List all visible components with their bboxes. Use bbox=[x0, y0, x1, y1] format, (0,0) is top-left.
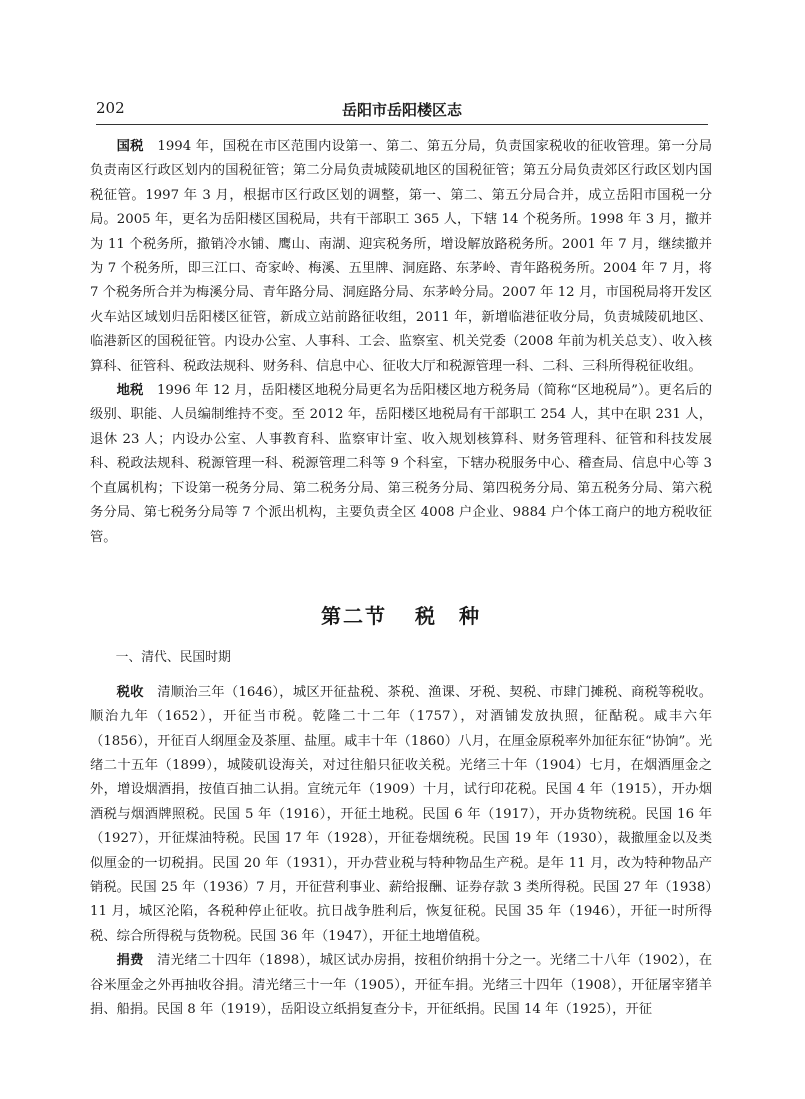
term-guoshui: 国税 bbox=[116, 139, 144, 154]
paragraph-text: 清光绪二十四年（1898），城区试办房捐，按租价纳捐十分之一。光绪二十八年（1902），在谷米厘金之外再抽收谷捐。清光绪三十一年（1905），开征车捐。光绪三十四年（1908），开征屠宰猪羊捐、船捐。民国 8 年（1919），岳阳设立纸捐复查分卡，开征纸捐。民国 14 年（1925），开征 bbox=[90, 953, 713, 1017]
term-shuishou: 税收 bbox=[116, 684, 144, 700]
page-number: 202 bbox=[96, 99, 125, 117]
paragraph-text: 1996 年 12 月，岳阳楼区地税分局更名为岳阳楼区地方税务局（简称“区地税局”）。更名后的级别、职能、人员编制维持不变。至 2012 年，岳阳楼区地税局有干部职工 254 人，其中在职 231 人，退休 23 人；内设办公室、人事教育科、监察审计室、收入规划核算科、财务管理科、征管和科技发展科、税政法规科、税源管理一科、税源管理二科等 9 个科室，下辖办税服务中心、稽查局、信息中心等 3 个直属机构；下设第一税务分局、第二税务分局、第三税务分局、第四税务分局、第五税务分局、第六税务分局、第七税务分局等 7 个派出机构，主要负责全区 4008 户企业、9884 户个体工商户的地方税收征管。 bbox=[90, 383, 713, 545]
paragraph-shuishou bbox=[90, 681, 712, 949]
paragraph-guoshui bbox=[90, 135, 712, 379]
page-header bbox=[96, 99, 708, 123]
term-dishui: 地税 bbox=[116, 383, 144, 399]
paragraph-dishui bbox=[90, 379, 712, 550]
subsection-title: 一、清代、民国时期 bbox=[115, 650, 231, 666]
paragraph-text: 清顺治三年（1646），城区开征盐税、茶税、渔课、牙税、契税、市肆门摊税、商税等税收。顺治九年（1652），开征当市税。乾隆二十二年（1757），对酒铺发放执照，征酤税。咸丰六年（1856），开征百人纲厘金及茶厘、盐厘。咸丰十年（1860）八月，在厘金原税率外加征东征“协饷”。光绪二十五年（1899），城陵矶设海关，对过往船只征收关税。光绪三十年（1904）七月，在烟酒厘金之外，增设烟酒捐，按值百抽二认捐。宣统元年（1909）十月，试行印花税。民国 4 年（1915），开办烟酒税与烟酒牌照税。民国 5 年（1916），开征土地税。民国 6 年（1917），开办货物统税。民国 16 年（1927），开征煤油特税。民国 17 年（1928），开征卷烟统税。民国 19 年（1930），裁撤厘金以及类似厘金的一切税捐。民国 20 年（1931），开办营业税与特种物品生产税。是年 11 月，改为特种物品产销税。民国 25 年（1936）7 月，开征营利事业、薪给报酬、证券存款 3 类所得税。民国 27 年（1938）11 月，城区沦陷，各税种停止征收。抗日战争胜利后，恢复征税。民国 35 年（1946），开征一时所得税、综合所得税与货物税。民国 36 年（1947），开征土地增值税。 bbox=[90, 684, 712, 944]
paragraph-juanfei bbox=[90, 949, 712, 1022]
paragraph-text: 1994 年，国税在市区范围内设第一、第二、第五分局，负责国家税收的征收管理。第一分局负责南区行政区划内的国税征管；第二分局负责城陵矶地区的国税征管；第五分局负责郊区行政区划内国税征管。1997 年 3 月，根据市区行政区划的调整，第一、第二、第五分局合并，成立岳阳市国税一分局。2005 年，更名为岳阳楼区国税局，共有干部职工 365 人，下辖 14 个税务所。1998 年 3 月，撤并为 11 个税务所，撤销冷水铺、鹰山、南湖、迎宾税务所，增设解放路税务所。2001 年 7 月，继续撤并为 7 个税务所，即三江口、奇家岭、梅溪、五里牌、洞庭路、东茅岭、青年路税务所。2004 年 7 月，将 7 个税务所合并为梅溪分局、青年路分局、洞庭路分局、东茅岭分局。2007 年 12 月，市国税局将开发区火车站区域划归岳阳楼区征管，新成立站前路征收组，2011 年，新增临港征收分局，负责城陵矶地区、临港新区的国税征管。内设办公室、人事科、工会、监察室、机关党委（2008 年前为机关总支）、收入核算科、征管科、税政法规科、财务科、信息中心、征收大厅和税源管理一科、二科、三科所得税征收组。 bbox=[90, 139, 712, 374]
body-text bbox=[90, 135, 712, 1022]
book-title: 岳阳市岳阳楼区志 bbox=[341, 101, 462, 119]
term-juanfei: 捐费 bbox=[116, 953, 144, 969]
header-rule bbox=[96, 124, 708, 125]
section-title: 第二节 税 种 bbox=[321, 603, 481, 628]
